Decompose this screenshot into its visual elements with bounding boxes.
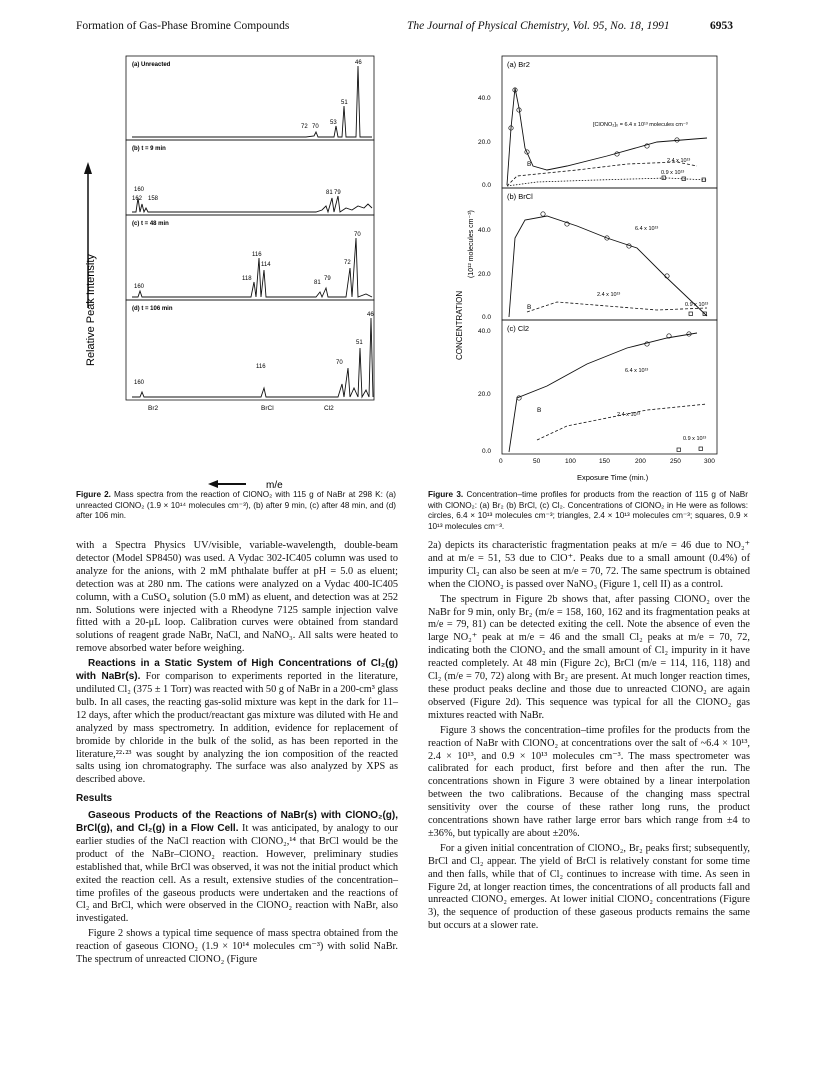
panel-b-frame bbox=[502, 188, 717, 320]
run-in-heading: Reactions in a Static System of High Concentrations of Cl₂(g) with NaBr(s). bbox=[76, 658, 398, 683]
fig3-xlabel: Exposure Time (min.) bbox=[577, 473, 649, 482]
annot-b-arrow: B bbox=[527, 304, 532, 311]
arrow-left-icon bbox=[208, 480, 218, 488]
paragraph-text: For comparison to experiments reported in the literature, undiluted Cl₂ (375 ± 1 Torr) was reacted with 50 g of NaBr in a 200-cm³ glass bulb. In all cases, the reacting gas-solid mixture was kept in the dark for 11–12 days, after which the product/reactant gas mixture was diluted with He and analyzed by mass spectrometry. In addition, evidence for replacement of bromide by chloride in the bulk of the solid, as has been reported in the literature,²²·²³ was sought by analyzing the ion composition of the reacted salts using ion chromatography. The surface was also analyzed by XPS as described above. bbox=[76, 671, 398, 786]
peak-label: 70 bbox=[336, 360, 343, 366]
panel-d-frame bbox=[126, 300, 374, 400]
peak-label: 160 bbox=[134, 380, 145, 386]
panel-c-frame bbox=[502, 320, 717, 454]
xtick: 0 bbox=[499, 458, 503, 465]
spectrum-trace-b bbox=[132, 196, 372, 212]
peak-label: 51 bbox=[341, 100, 348, 106]
curve-circles-6.4 bbox=[509, 216, 707, 317]
peak-label: 53 bbox=[330, 120, 337, 126]
paragraph bbox=[76, 810, 398, 926]
peak-label: 51 bbox=[356, 340, 363, 346]
ytick: 40.0 bbox=[478, 95, 491, 102]
annot-2.4: 2.4 x 10¹³ bbox=[597, 292, 621, 298]
species-label-brcl: BrCl bbox=[261, 405, 274, 412]
panel-d-label: (d) t = 106 min bbox=[132, 306, 173, 312]
paragraph: with a Spectra Physics UV/visible, variable-wavelength, double-beam detector (Model SP8450) was used. A Vydac 302-IC405 column was used to analyze for the anions, with 2 mM phthalate buffer at pH = 5.0 as eluent; detection was at 280 nm. The cations were analyzed on a Vydac 400-IC405 column, with a CuSO₄ solution (5.0 mM) as eluent, and detection was at 252 nm. Solutions were injected with a Rheodyne 7125 sample injection valve fitted with a 20-μL loop. Calibration curves were obtained from standard solutions of reagent grade NaBr, NaCl, and NaNO₃. All salts were heated to remove absorbed water before weighing. bbox=[76, 540, 398, 655]
running-header-left: Formation of Gas-Phase Bromine Compounds bbox=[76, 20, 290, 32]
ytick: 20.0 bbox=[478, 391, 491, 398]
caption-label: Figure 3. bbox=[428, 490, 464, 499]
annot-2.4: 2.4 x 10¹³ bbox=[617, 412, 641, 418]
section-heading-results: Results bbox=[76, 793, 113, 805]
xtick: 100 bbox=[565, 458, 576, 465]
peak-label: 70 bbox=[312, 124, 319, 130]
page-number: 6953 bbox=[710, 20, 733, 32]
peak-label: 79 bbox=[324, 276, 331, 282]
paragraph bbox=[76, 658, 398, 787]
peak-label: 158 bbox=[148, 196, 159, 202]
peak-label: 114 bbox=[261, 262, 271, 268]
species-label-cl2: Cl2 bbox=[324, 405, 334, 412]
panel-a-frame bbox=[126, 56, 374, 140]
peak-label: 70 bbox=[354, 232, 361, 238]
annot-initial-conc: [ClONO₂]₀ = 6.4 x 10¹³ molecules cm⁻³ bbox=[593, 122, 688, 128]
paragraph: For a given initial concentration of ClONO₂, Br₂ peaks first; subsequently, BrCl and Cl₂ appear. The yield of BrCl is relatively constant for some time and then falls, while that of Cl₂ continues to increase with time. As seen in Figure 2d, at longer reaction times, the concentrations of all products fall and unreacted ClONO₂ emerges. At lower initial ClONO₂ concentrations (Figure 3), the sequence of production of these gaseous products remains the same but occurs at a slower rate. bbox=[428, 842, 750, 932]
annot-6.4: 6.4 x 10¹³ bbox=[635, 226, 659, 232]
fig2-ylabel: Relative Peak Intensity bbox=[85, 254, 97, 366]
peak-label: 81 bbox=[314, 280, 321, 286]
figure-2-mass-spectra bbox=[76, 48, 396, 488]
panel-a-label: (a) Unreacted bbox=[132, 62, 171, 68]
spectrum-trace-a bbox=[132, 66, 372, 137]
peak-label: 160 bbox=[134, 284, 145, 290]
figure-2-caption bbox=[76, 490, 396, 522]
peak-label: 116 bbox=[252, 252, 262, 258]
annot-b-arrow: B bbox=[537, 407, 542, 414]
paragraph: Figure 2 shows a typical time sequence of mass spectra obtained from the reaction of gaseous ClONO₂ (1.9 × 10¹⁴ molecules cm⁻³) with solid NaBr. The spectrum of unreacted ClONO₂ (Figure bbox=[76, 928, 398, 966]
xtick: 300 bbox=[704, 458, 715, 465]
caption-label: Figure 2. bbox=[76, 490, 111, 499]
panel-b-label: (b) BrCl bbox=[507, 192, 533, 201]
arrow-head-icon bbox=[84, 162, 92, 174]
ytick: 0.0 bbox=[482, 448, 492, 455]
peak-label: 116 bbox=[256, 364, 266, 370]
peak-label: 160 bbox=[134, 187, 145, 193]
ytick: 40.0 bbox=[478, 227, 491, 234]
run-in-heading: Gaseous Products of the Reactions of NaBr(s) with ClONO₂(g), BrCl(g), and Cl₂(g) in a Flow Cell. bbox=[76, 810, 398, 835]
peak-label: 81 bbox=[326, 190, 333, 196]
figure-3-concentration-profiles bbox=[407, 48, 737, 488]
running-header-right: The Journal of Physical Chemistry, Vol. 95, No. 18, 1991 bbox=[407, 20, 670, 32]
peak-label: 79 bbox=[334, 190, 341, 196]
caption-text: Concentration–time profiles for products from the reaction of 115 g of NaBr with ClONO₂: (a) Br₂ (b) BrCl, (c) Cl₂. Concentrations of ClONO₂ in He were as follows: circles, 6.4 × 10¹³ molecules cm⁻³; triangles, 2.4 × 10¹³ molecules cm⁻³; squares, 0.9 × 10¹³ molecules cm⁻³. bbox=[428, 490, 748, 531]
ytick: 20.0 bbox=[478, 139, 491, 146]
xtick: 250 bbox=[670, 458, 681, 465]
panel-c-label: (c) t = 48 min bbox=[132, 221, 169, 227]
spectrum-trace-d bbox=[132, 318, 373, 397]
paragraph: Figure 3 shows the concentration–time profiles for the products from the reaction of NaBr with ClONO₂ at concentrations over the salt of ~6.4 × 10¹³, 2.4 × 10¹³, and 0.9 × 10¹³ molecules cm⁻³. The mass spectrometer was calibrated for each product, first before and then after the run. The concentrations shown in Figure 3 were obtained by a linear interpolation between the two calibrations. Because of the changing mass spectral sensitivity over the course of these rather long runs, the product concentrations shown have rather large error bars which range from ±4 to ±36%, but typically are about ±20%. bbox=[428, 724, 750, 839]
panel-c-label: (c) Cl2 bbox=[507, 324, 530, 333]
annot-0.9: 0.9 x 10¹³ bbox=[661, 170, 685, 176]
data-points-b bbox=[541, 212, 707, 316]
annot-0.9: 0.9 x 10¹³ bbox=[685, 302, 709, 308]
curve-triangles-2.4 bbox=[527, 302, 707, 312]
fig2-xlabel: m/e bbox=[266, 480, 283, 488]
annot-b-arrow: B bbox=[527, 161, 532, 168]
body-column-left bbox=[76, 540, 398, 969]
species-label-br2: Br2 bbox=[148, 405, 159, 412]
data-points-c bbox=[517, 332, 703, 452]
paragraph: The spectrum in Figure 2b shows that, after passing ClONO₂ over the NaBr for 9 min, only Br₂ (m/e = 158, 160, 162 and its fragmentation peaks at m/e = 79, 81) can be detected exiting the cell. Note the absence of even the large NO₂⁺ peak at m/e = 46 and the small Cl₂ peaks at m/e = 70, 72, indicating both the ClONO₂ and the small amount of Cl₂ impurity in it have reacted completely. At 48 min (Figure 2c), BrCl (m/e = 114, 116, 118) and Cl₂ (m/e = 70, 72) along with Br₂ are present. At much longer reaction times, these product peaks decline and those due to unreacted ClONO₂ are again observed (Figure 2d). This sequence was typical for all the ClONO₂ gas mixtures reacted with NaBr. bbox=[428, 593, 750, 721]
panel-b-label: (b) t = 9 min bbox=[132, 146, 166, 152]
peak-label: 118 bbox=[242, 276, 252, 282]
caption-text: Mass spectra from the reaction of ClONO₂ with 115 g of NaBr at 298 K: (a) unreacted ClONO₂ (1.9 × 10¹⁴ molecules cm⁻³), (b) after 9 min, (c) after 48 min, and (d) after 106 min. bbox=[76, 490, 396, 520]
curve-circles-6.4 bbox=[509, 333, 697, 452]
peak-label: 46 bbox=[367, 312, 374, 318]
xtick: 150 bbox=[599, 458, 610, 465]
curve-triangles-2.4 bbox=[537, 404, 707, 440]
ytick: 0.0 bbox=[482, 314, 492, 321]
annot-2.4: 2.4 x 10¹³ bbox=[667, 158, 691, 164]
peak-label: 72 bbox=[344, 260, 351, 266]
peak-label: 162 bbox=[132, 196, 143, 202]
ytick: 20.0 bbox=[478, 271, 491, 278]
xtick: 50 bbox=[533, 458, 541, 465]
fig3-yunits: (10¹² molecules cm⁻³) bbox=[468, 210, 475, 278]
x-ticks bbox=[499, 458, 715, 465]
panel-a-label: (a) Br2 bbox=[507, 60, 530, 69]
fig3-ylabel: CONCENTRATION bbox=[455, 290, 464, 360]
curve-squares-0.9 bbox=[507, 178, 707, 186]
figure-3-caption bbox=[428, 490, 748, 532]
annot-6.4: 6.4 x 10¹³ bbox=[625, 368, 649, 374]
ytick: 40.0 bbox=[478, 328, 491, 335]
ytick: 0.0 bbox=[482, 182, 492, 189]
panel-c-frame bbox=[126, 215, 374, 300]
xtick: 200 bbox=[635, 458, 646, 465]
annot-0.9: 0.9 x 10¹³ bbox=[683, 436, 707, 442]
spectrum-trace-c bbox=[132, 238, 372, 297]
paragraph: 2a) depicts its characteristic fragmentation peaks at m/e = 46 due to NO₂⁺ and at m/e = 51, 53 due to ClO⁺. Peaks due to a small amount (0.4%) of impurity Cl₂ can also be seen at m/e = 70, 72. The same spectrum is obtained when the ClONO₂ is passed over NaNO₃ (Figure 1, cell II) as a control. bbox=[428, 540, 750, 590]
peak-label: 72 bbox=[301, 124, 308, 130]
peak-label: 46 bbox=[355, 60, 362, 66]
body-column-right bbox=[428, 540, 750, 935]
paragraph-text: It was anticipated, by analogy to our earlier studies of the NaCl reaction with ClONO₂,¹⁴ that BrCl would be the product of the NaBr–ClONO₂ reaction. However, preliminary studies established that, while BrCl was observed, it was not the initial product which exited the reaction cell. As a result, extensive studies of the concentration–time profiles of the gaseous products were undertaken and the reactions of Cl₂ and BrCl, which were observed in the ClONO₂ reaction with NaBr, also investigated. bbox=[76, 823, 398, 925]
